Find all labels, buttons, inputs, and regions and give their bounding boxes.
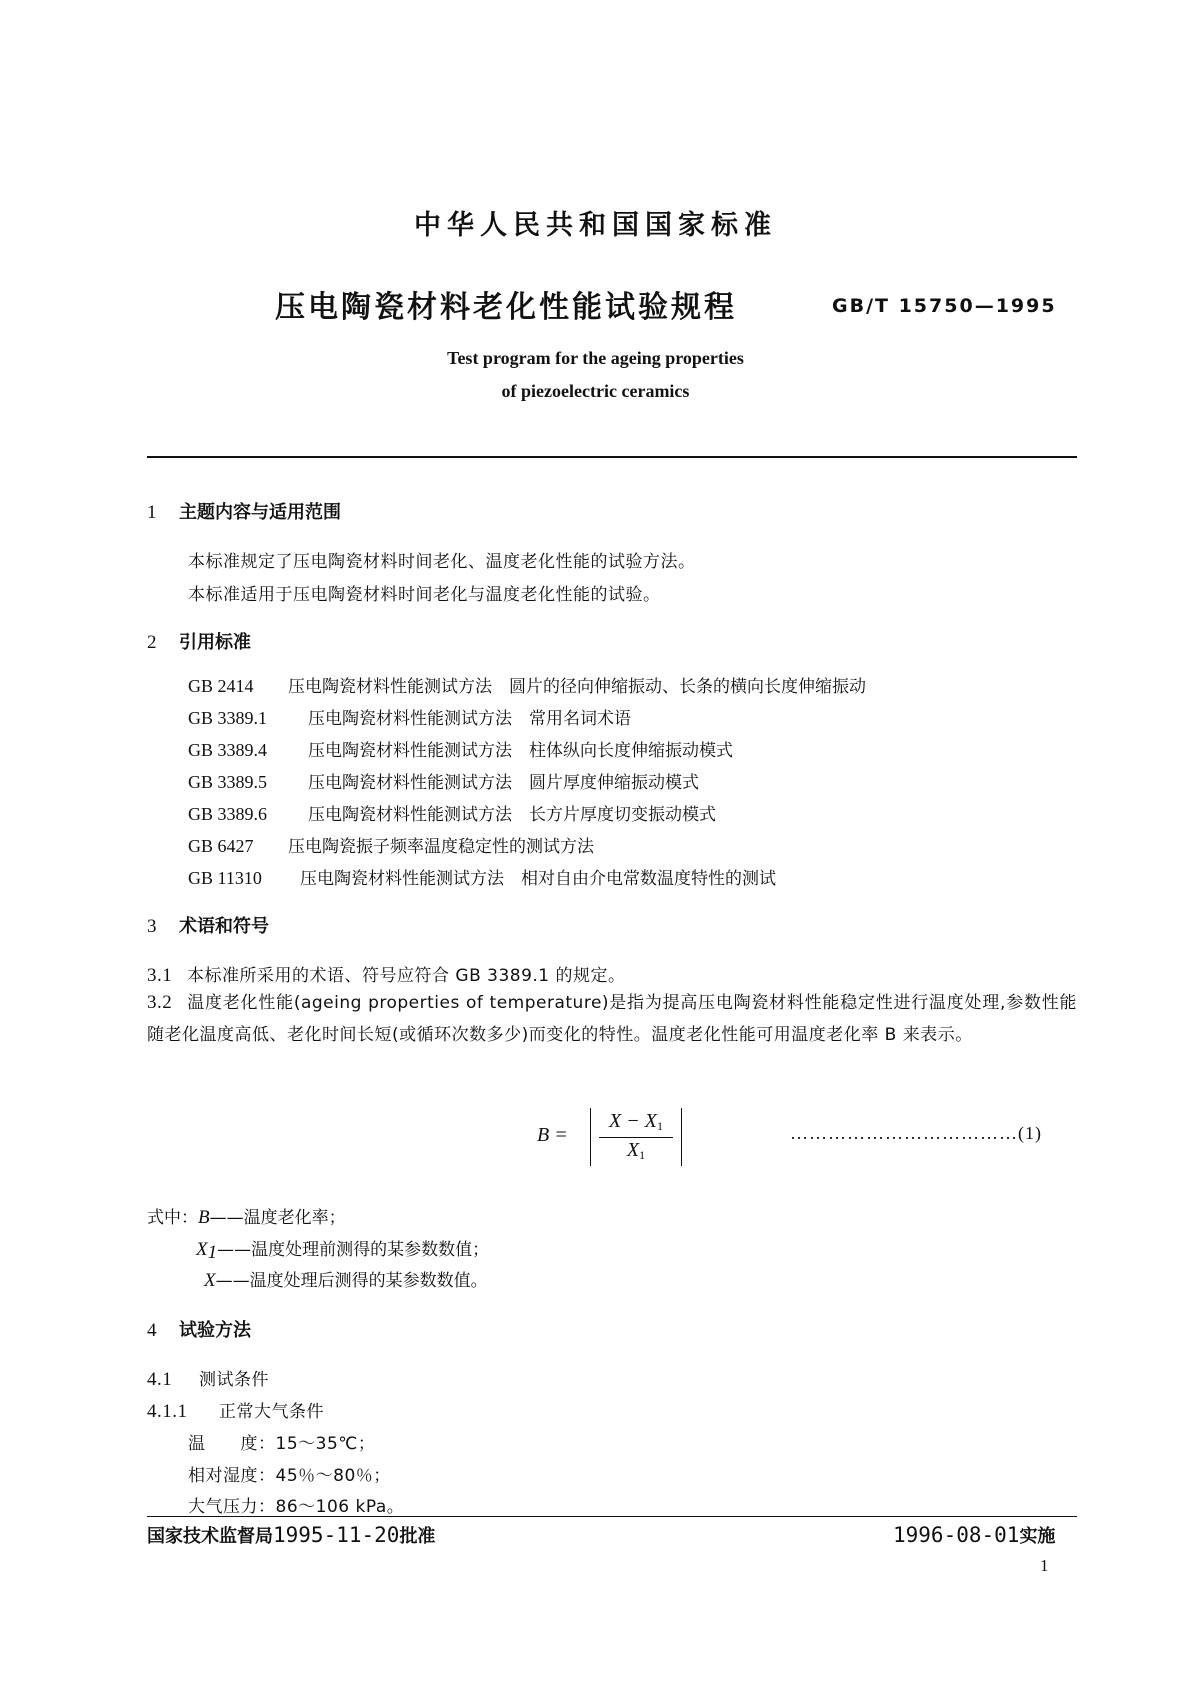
standard-code: GB/T 15750—1995 bbox=[832, 295, 1057, 317]
section-3-number: 3 bbox=[147, 916, 157, 937]
section-3-heading bbox=[147, 912, 269, 938]
reference-text: 压电陶瓷材料性能测试方法 长方片厚度切变振动模式 bbox=[308, 805, 716, 825]
clause-4-1-1-title: 正常大气条件 bbox=[219, 1402, 324, 1422]
clause-3-1 bbox=[147, 961, 626, 987]
definition-subscript: 1 bbox=[207, 1242, 218, 1263]
clause-4-1-1-number: 4.1.1 bbox=[147, 1401, 188, 1422]
reference-text: 压电陶瓷材料性能测试方法 相对自由介电常数温度特性的测试 bbox=[300, 869, 776, 889]
reference-item bbox=[188, 736, 733, 761]
clause-4-1 bbox=[147, 1365, 269, 1391]
section-1-title: 主题内容与适用范围 bbox=[179, 502, 341, 523]
section-2-number: 2 bbox=[147, 632, 157, 653]
clause-3-2-number: 3.2 bbox=[147, 992, 173, 1013]
approval-label: 批准 bbox=[399, 1526, 436, 1547]
approval-line bbox=[147, 1522, 435, 1548]
implementation-label: 实施 bbox=[1019, 1526, 1056, 1547]
reference-code: GB 3389.6 bbox=[188, 804, 268, 824]
national-standard-heading: 中华人民共和国国家标准 bbox=[414, 210, 777, 241]
absolute-value-bars bbox=[590, 1108, 682, 1166]
title-cn-text: 压电陶瓷材料老化性能试验规程 bbox=[275, 290, 737, 325]
section-2-title: 引用标准 bbox=[179, 632, 251, 653]
where-definition-2 bbox=[196, 1235, 489, 1264]
clause-3-1-text: 本标准所采用的术语、符号应符合 GB 3389.1 的规定。 bbox=[187, 966, 626, 986]
title-en-line1: Test program for the ageing properties bbox=[447, 348, 744, 368]
page-number: 1 bbox=[1040, 1556, 1049, 1575]
section-1-para-1: 本标准规定了压电陶瓷材料时间老化、温度老化性能的试验方法。 bbox=[188, 552, 696, 572]
reference-item bbox=[188, 768, 699, 793]
condition-pressure: 大气压力：86～106 kPa。 bbox=[188, 1497, 405, 1517]
reference-code: GB 2414 bbox=[188, 676, 254, 696]
clause-3-2-text: 温度老化性能(ageing properties of temperature)是指为提高压电陶瓷材料性能稳定性进行温度处理,参数性能随老化温度高低、老化时间长短(或循环次数多少)而变化的特性。温度老化性能可用温度老化率 B 来表示。 bbox=[147, 993, 1077, 1045]
section-3-title: 术语和符号 bbox=[179, 916, 269, 937]
fraction-bar bbox=[599, 1137, 673, 1138]
reference-item bbox=[188, 800, 716, 825]
reference-item bbox=[188, 672, 866, 697]
section-1-para-2: 本标准适用于压电陶瓷材料时间老化与温度老化性能的试验。 bbox=[188, 585, 661, 605]
condition-humidity: 相对湿度：45％～80％； bbox=[188, 1466, 391, 1486]
reference-text: 压电陶瓷材料性能测试方法 柱体纵向长度伸缩振动模式 bbox=[308, 741, 733, 761]
reference-text: 压电陶瓷材料性能测试方法 圆片的径向伸缩振动、长条的横向长度伸缩振动 bbox=[288, 677, 866, 697]
approval-org: 国家技术监督局 bbox=[147, 1526, 273, 1547]
header-rule bbox=[147, 456, 1077, 458]
reference-code: GB 3389.4 bbox=[188, 740, 268, 760]
implementation-date: 1996-08-01 bbox=[893, 1523, 1020, 1547]
clause-4-1-number: 4.1 bbox=[147, 1369, 173, 1390]
section-1-number: 1 bbox=[147, 502, 157, 523]
definition-symbol: X bbox=[204, 1270, 216, 1291]
definition-text: ——温度处理前测得的某参数数值； bbox=[217, 1240, 490, 1260]
reference-text: 压电陶瓷材料性能测试方法 常用名词术语 bbox=[308, 709, 631, 729]
clause-4-1-1 bbox=[147, 1397, 324, 1423]
reference-code: GB 6427 bbox=[188, 836, 254, 856]
formula-numerator: $X - X_1$ bbox=[609, 1110, 663, 1133]
equation-number: ………………………………(1) bbox=[790, 1123, 1042, 1143]
reference-item bbox=[188, 864, 776, 889]
clause-4-1-title: 测试条件 bbox=[199, 1370, 269, 1390]
reference-code: GB 3389.1 bbox=[188, 708, 268, 728]
definition-symbol: B bbox=[198, 1207, 210, 1228]
reference-item bbox=[188, 832, 594, 857]
clause-3-2 bbox=[147, 987, 1077, 1051]
reference-item bbox=[188, 704, 631, 729]
section-2-heading bbox=[147, 628, 251, 654]
where-definition-1 bbox=[147, 1203, 346, 1229]
section-4-heading bbox=[147, 1316, 251, 1342]
reference-text: 压电陶瓷振子频率温度稳定性的测试方法 bbox=[288, 837, 594, 857]
section-4-number: 4 bbox=[147, 1320, 157, 1341]
section-1-heading bbox=[147, 498, 341, 524]
section-4-title: 试验方法 bbox=[179, 1320, 251, 1341]
implementation-line bbox=[893, 1522, 1055, 1548]
title-en-line2: of piezoelectric ceramics bbox=[501, 381, 690, 401]
formula-denominator: $X_1$ bbox=[626, 1139, 646, 1162]
clause-3-1-number: 3.1 bbox=[147, 965, 173, 986]
footer-rule bbox=[147, 1516, 1077, 1517]
condition-temperature: 温 度：15～35℃； bbox=[188, 1434, 376, 1454]
reference-code: GB 11310 bbox=[188, 868, 262, 888]
definition-text: ——温度老化率； bbox=[209, 1208, 346, 1228]
reference-text: 压电陶瓷材料性能测试方法 圆片厚度伸缩振动模式 bbox=[308, 773, 699, 793]
definition-text: ——温度处理后测得的某参数数值。 bbox=[215, 1271, 488, 1291]
definition-symbol: X bbox=[196, 1239, 208, 1260]
approval-date: 1995-11-20 bbox=[273, 1523, 400, 1547]
reference-code: GB 3389.5 bbox=[188, 772, 268, 792]
where-definition-3 bbox=[204, 1266, 488, 1292]
where-label: 式中： bbox=[147, 1208, 198, 1228]
formula-lhs: B = bbox=[537, 1124, 568, 1146]
document-title-cn bbox=[275, 282, 737, 326]
